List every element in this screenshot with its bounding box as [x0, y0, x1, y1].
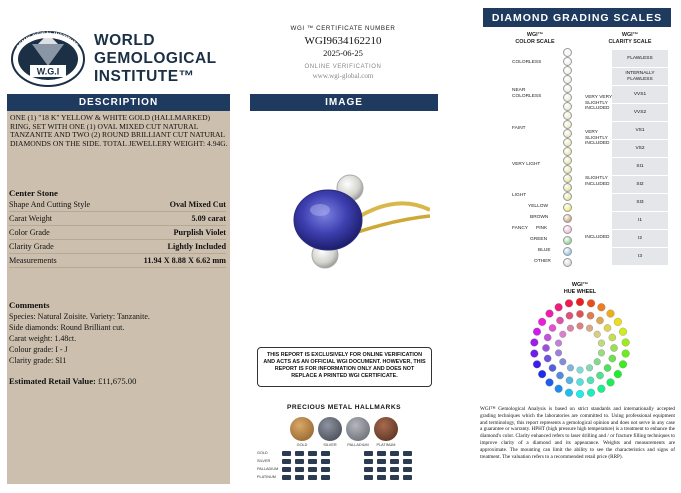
clarity-grade-box: I3 — [612, 248, 668, 265]
table-row — [9, 198, 226, 212]
color-grade-gem-icon — [563, 120, 572, 129]
clarity-grade-box: VS2 — [612, 140, 668, 157]
certificate-number: WGI9634162210 — [304, 35, 382, 47]
clarity-scale-header: WGI™ CLARITY SCALE — [608, 32, 652, 45]
hallmarks-title: PRECIOUS METAL HALLMARKS — [287, 404, 401, 411]
hue-gem-icon — [609, 355, 616, 362]
clarity-grade-box: INTERNALLY FLAWLESS — [612, 68, 668, 85]
color-scale-header: WGI™ COLOR SCALE — [515, 32, 555, 45]
hue-gem-icon — [538, 318, 546, 326]
hue-gem-icon — [566, 312, 573, 319]
hallmark-stamp-icon — [295, 451, 304, 456]
color-grade-gem-icon — [563, 111, 572, 120]
retail-amount: £11,675.00 — [98, 376, 137, 386]
ring-image — [280, 160, 430, 280]
color-group-label: COLORLESS — [512, 60, 542, 65]
hue-gem-icon — [622, 350, 630, 358]
hue-gem-icon — [565, 299, 573, 307]
hallmark-stamp-icon — [390, 467, 399, 472]
hue-gem-icon — [546, 379, 554, 387]
hallmark-stamp-icon — [308, 475, 317, 480]
svg-text:GEMOLOGICAL INSTITUTE: GEMOLOGICAL INSTITUTE — [15, 30, 80, 51]
clarity-group-label: VERY VERY SLIGHTLY INCLUDED — [585, 95, 613, 112]
clarity-grade-box: VVS2 — [612, 104, 668, 121]
wgi-logo — [8, 26, 238, 88]
org-name-line-3: INSTITUTE™ — [94, 68, 195, 85]
color-group-label: LIGHT — [512, 193, 527, 198]
hue-gem-icon — [607, 379, 615, 387]
hallmark-stamp-icon — [403, 459, 412, 464]
clarity-group-label: SLIGHTLY INCLUDED — [585, 176, 610, 187]
row-value: Oval Mixed Cut — [169, 200, 226, 209]
metal-label: PLATINUM — [376, 443, 396, 447]
color-group-label: NEAR COLORLESS — [512, 88, 542, 99]
hue-gem-icon — [604, 364, 611, 371]
hue-gem-icon — [609, 334, 616, 341]
hallmark-stamp-icon — [364, 451, 373, 456]
hue-gem-icon — [533, 360, 541, 368]
color-grade-gem-icon — [563, 183, 572, 192]
hallmark-stamp-icon — [321, 467, 330, 472]
hue-gem-icon — [614, 370, 622, 378]
fancy-label: BLUE — [538, 248, 551, 253]
org-name-line-1: WORLD — [94, 32, 156, 49]
hue-gem-icon — [559, 358, 566, 365]
hue-gem-icon — [607, 310, 615, 318]
hallmark-stamp-icon — [377, 451, 386, 456]
hue-gem-icon — [619, 360, 627, 368]
hallmark-stamp-icon — [321, 475, 330, 480]
hue-gem-icon — [559, 331, 566, 338]
palladium-hallmark-icon — [346, 417, 370, 441]
center-stone-title: Center Stone — [9, 188, 58, 198]
hue-gem-icon — [598, 303, 606, 311]
hue-gem-icon — [565, 389, 573, 397]
hallmark-stamp-icon — [377, 475, 386, 480]
retail-label: Estimated Retail Value: — [9, 376, 96, 386]
hue-wheel — [513, 292, 647, 400]
comment-line: Carat weight: 1.48ct. — [9, 334, 77, 343]
image-header: IMAGE — [250, 94, 438, 111]
hallmark-stamp-icon — [321, 451, 330, 456]
comments-title: Comments — [9, 300, 50, 310]
hallmark-stamp-icon — [295, 459, 304, 464]
hallmark-stamp-icon — [364, 467, 373, 472]
hue-gem-icon — [598, 340, 605, 347]
hallmark-stamp-icon — [390, 459, 399, 464]
clarity-group-label: INCLUDED — [585, 235, 610, 240]
color-grade-gem-icon — [563, 84, 572, 93]
clarity-grade-box: SI1 — [612, 158, 668, 175]
comment-line: Species: Natural Zoisite. Variety: Tanzanite. — [9, 312, 150, 321]
clarity-grade-box: SI3 — [612, 194, 668, 211]
row-label: Measurements — [9, 256, 57, 265]
hallmark-stamp-icon — [403, 451, 412, 456]
hue-gem-icon — [555, 385, 563, 393]
silver-hallmark-icon — [318, 417, 342, 441]
hallmark-row-label: PALLADIUM — [257, 467, 279, 471]
hue-gem-icon — [587, 299, 595, 307]
row-value: Purplish Violet — [173, 228, 226, 237]
hue-gem-icon — [587, 377, 594, 384]
hue-gem-icon — [587, 312, 594, 319]
grading-scales-header: DIAMOND GRADING SCALES — [483, 8, 671, 27]
hallmark-stamp-icon — [321, 459, 330, 464]
fancy-color-gem-icon — [563, 203, 572, 212]
color-grade-gem-icon — [563, 93, 572, 102]
clarity-group-label: VERY SLIGHTLY INCLUDED — [585, 130, 610, 147]
hue-gem-icon — [530, 350, 538, 358]
color-grade-gem-icon — [563, 75, 572, 84]
comment-line: Clarity grade: SI1 — [9, 356, 67, 365]
svg-text:W.G.I: W.G.I — [36, 66, 60, 77]
table-row — [9, 240, 226, 254]
color-grade-gem-icon — [563, 192, 572, 201]
hallmark-stamp-icon — [403, 475, 412, 480]
clarity-grade-box: VS1 — [612, 122, 668, 139]
hallmark-stamp-icon — [295, 475, 304, 480]
hallmark-stamp-icon — [308, 467, 317, 472]
hue-gem-icon — [533, 328, 541, 336]
color-group-label: VERY LIGHT — [512, 162, 541, 167]
color-grade-gem-icon — [563, 174, 572, 183]
hue-gem-icon — [555, 303, 563, 311]
hue-gem-icon — [555, 350, 562, 357]
disclaimer-text: WGI™ Gemological Analysis is based on strict standards and internationally accepted grading techniques which the laboratories are committed to. Using professional equipment and terminology, this report represents a gemological opinion and does not serve in any case a guarantee or warranty. HPHT (high pressure high temperature) is a treatment to enhance the diamond's color. Clarity enhanced refers to laser drilling and / or fracture filling techniques to improve clarity of a diamond and its appearance. Weights and measurements are approximate. The mounting can limit the ability to see the characteristics and signs of treatment. The valuation refers to a recommended retail price (RRP). — [480, 406, 675, 460]
hue-gem-icon — [622, 339, 630, 347]
color-group-label: FANCY — [512, 226, 528, 231]
color-grade-gem-icon — [563, 129, 572, 138]
fancy-color-gem-icon — [563, 247, 572, 256]
hue-gem-icon — [567, 364, 574, 371]
hue-gem-icon — [576, 310, 583, 317]
hue-gem-icon — [546, 310, 554, 318]
color-grade-gem-icon — [563, 138, 572, 147]
hue-gem-icon — [577, 323, 584, 330]
description-header: DESCRIPTION — [7, 94, 230, 111]
hallmark-stamp-icon — [390, 451, 399, 456]
hue-gem-icon — [604, 324, 611, 331]
org-name-line-2: GEMOLOGICAL — [94, 50, 217, 67]
clarity-grade-box: SI2 — [612, 176, 668, 193]
hue-gem-icon — [549, 324, 556, 331]
hue-gem-icon — [619, 328, 627, 336]
hallmark-stamp-icon — [364, 475, 373, 480]
table-row — [9, 226, 226, 240]
hue-gem-icon — [594, 331, 601, 338]
metal-label: SILVER — [323, 443, 337, 447]
color-group-label: FAINT — [512, 126, 526, 131]
clarity-grade-box: FLAWLESS — [612, 50, 668, 67]
hue-gem-icon — [576, 298, 584, 306]
fancy-color-gem-icon — [563, 225, 572, 234]
fancy-label: YELLOW — [528, 204, 548, 209]
clarity-grade-box: I2 — [612, 230, 668, 247]
metal-label: PALLADIUM — [347, 443, 369, 447]
color-grade-gem-icon — [563, 102, 572, 111]
hue-gem-icon — [577, 367, 584, 374]
table-row — [9, 254, 226, 268]
hue-gem-icon — [594, 358, 601, 365]
online-verification-label: ONLINE VERIFICATION — [304, 64, 382, 70]
hallmark-stamp-icon — [390, 475, 399, 480]
clarity-grade-box: VVS1 — [612, 86, 668, 103]
hue-gem-icon — [596, 317, 603, 324]
color-grade-gem-icon — [563, 165, 572, 174]
certificate-number-label: WGI ™ CERTIFICATE NUMBER — [290, 25, 396, 32]
hue-gem-icon — [587, 389, 595, 397]
hue-gem-icon — [555, 340, 562, 347]
row-label: Carat Weight — [9, 214, 53, 223]
hallmark-row-label: PLATINUM — [257, 475, 276, 479]
clarity-grade-box: I1 — [612, 212, 668, 229]
hue-gem-icon — [598, 385, 606, 393]
hue-gem-icon — [544, 355, 551, 362]
hue-gem-icon — [538, 370, 546, 378]
hue-gem-icon — [567, 325, 574, 332]
fancy-color-gem-icon — [563, 236, 572, 245]
gold-hallmark-icon — [290, 417, 314, 441]
hue-gem-icon — [530, 339, 538, 347]
hallmark-stamp-icon — [282, 451, 291, 456]
row-value: 5.09 carat — [191, 214, 226, 223]
hue-gem-icon — [542, 344, 549, 351]
comment-line: Side diamonds: Round Brilliant cut. — [9, 323, 125, 332]
fancy-color-gem-icon — [563, 214, 572, 223]
hallmark-stamp-icon — [403, 467, 412, 472]
hallmark-row-label: GOLD — [257, 451, 268, 455]
hue-gem-icon — [566, 377, 573, 384]
description-panel — [7, 94, 230, 484]
hue-gem-icon — [576, 378, 583, 385]
hallmark-stamp-icon — [364, 459, 373, 464]
fancy-label: PINK — [536, 226, 548, 231]
hue-gem-icon — [544, 334, 551, 341]
hue-gem-icon — [556, 372, 563, 379]
hue-gem-icon — [610, 344, 617, 351]
row-label: Clarity Grade — [9, 242, 54, 251]
row-value: 11.94 X 8.88 X 6.62 mm — [143, 256, 226, 265]
comment-line: Colour grade: I - J — [9, 345, 68, 354]
color-grade-gem-icon — [563, 48, 572, 57]
fancy-label: GREEN — [530, 237, 548, 242]
hue-gem-icon — [586, 325, 593, 332]
hallmark-stamp-icon — [282, 475, 291, 480]
hallmark-stamp-icon — [282, 459, 291, 464]
description-text: ONE (1) "18 K" YELLOW & WHITE GOLD (HALLMARKED) RING, SET WITH ONE (1) OVAL MIXED CUT NATURAL TANZANITE AND TWO (2) ROUND BRILLIANT CUT NATURAL DIAMONDS ON THE SIDE. TOTAL JEWELLERY WEIGHT: 4.94G. — [10, 113, 228, 148]
color-grade-gem-icon — [563, 66, 572, 75]
hallmark-stamp-icon — [308, 459, 317, 464]
color-grade-gem-icon — [563, 57, 572, 66]
wgi-seal-icon — [8, 26, 88, 88]
hue-gem-icon — [596, 372, 603, 379]
hallmark-stamp-icon — [377, 467, 386, 472]
verification-notice: THIS REPORT IS EXCLUSIVELY FOR ONLINE VERIFICATION AND ACTS AS AN OFFICIAL WGI DOCUMENT. HOWEVER, THIS REPORT IS FOR INFORMATION ONLY AND DOES NOT REPLACE A PRINTED WGI CERTIFICATE. — [257, 347, 432, 387]
table-row — [9, 212, 226, 226]
hue-wheel-title: WGI™ HUE WHEEL — [563, 282, 597, 295]
hallmark-stamp-icon — [295, 467, 304, 472]
hue-gem-icon — [614, 318, 622, 326]
hallmark-stamp-icon — [308, 451, 317, 456]
hallmark-stamp-icon — [282, 467, 291, 472]
online-verification-link[interactable]: www.wgi-global.com — [312, 72, 374, 80]
fancy-color-gem-icon — [563, 258, 572, 267]
color-grade-gem-icon — [563, 156, 572, 165]
fancy-label: OTHER — [534, 259, 551, 264]
fancy-label: BROWN — [530, 215, 549, 220]
retail-value — [9, 376, 136, 386]
metal-label: GOLD — [296, 443, 308, 447]
hallmark-stamp-icon — [377, 459, 386, 464]
row-value: Lightly Included — [167, 242, 226, 251]
row-label: Shape And Cutting Style — [9, 200, 91, 209]
hue-gem-icon — [556, 317, 563, 324]
certificate-date: 2025-06-25 — [323, 48, 363, 58]
row-label: Color Grade — [9, 228, 50, 237]
color-grade-gem-icon — [563, 147, 572, 156]
hue-gem-icon — [598, 350, 605, 357]
hallmark-row-label: SILVER — [257, 459, 271, 463]
hue-gem-icon — [576, 390, 584, 398]
hue-gem-icon — [586, 364, 593, 371]
platinum-hallmark-icon — [374, 417, 398, 441]
hue-gem-icon — [549, 364, 556, 371]
